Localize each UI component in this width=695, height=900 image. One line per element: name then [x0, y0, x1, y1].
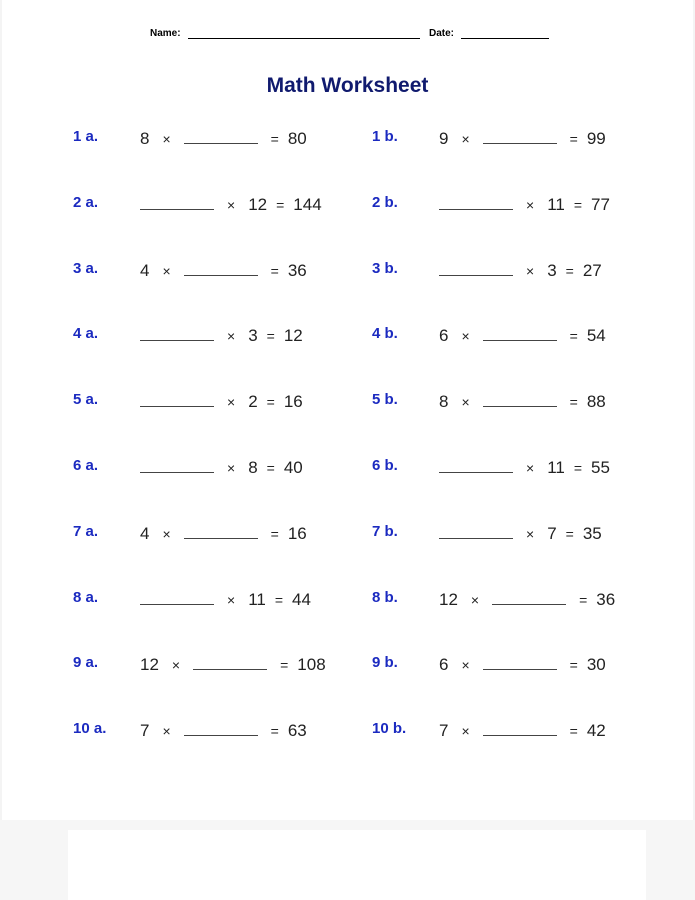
product: 35 [582, 524, 602, 543]
times-sign: × [162, 263, 171, 279]
equals-sign: = [270, 131, 279, 147]
times-sign: × [461, 723, 470, 739]
answer-blank[interactable] [140, 590, 214, 605]
known-factor: 8 [140, 129, 150, 148]
known-factor: 3 [547, 261, 557, 280]
product: 16 [283, 392, 303, 411]
known-factor: 8 [439, 392, 449, 411]
answer-blank[interactable] [140, 195, 214, 210]
worksheet-title: Math Worksheet [266, 74, 429, 97]
times-sign: × [227, 394, 236, 410]
equation [439, 261, 602, 281]
problem-number: 10 b. [372, 720, 407, 737]
equation [439, 392, 606, 412]
problem-number: 6 a. [73, 457, 99, 474]
times-sign: × [461, 131, 470, 147]
known-factor: 7 [140, 721, 150, 740]
equals-sign: = [569, 723, 578, 739]
equals-sign: = [270, 723, 279, 739]
equation [140, 392, 303, 412]
problem-number: 4 b. [372, 325, 398, 342]
equals-sign: = [565, 263, 574, 279]
product: 40 [283, 458, 303, 477]
answer-blank[interactable] [140, 326, 214, 341]
answer-blank[interactable] [439, 524, 513, 539]
problem-number: 8 a. [73, 589, 99, 606]
product: 30 [586, 655, 606, 674]
equation [439, 129, 606, 149]
problem-number: 7 b. [372, 523, 398, 540]
product: 99 [586, 129, 606, 148]
equation [140, 524, 307, 544]
known-factor: 11 [248, 590, 266, 609]
times-sign: × [526, 197, 535, 213]
equation [140, 655, 326, 675]
equation [439, 524, 602, 544]
answer-blank[interactable] [492, 590, 566, 605]
known-factor: 4 [140, 524, 150, 543]
product: 80 [287, 129, 307, 148]
product: 27 [582, 261, 602, 280]
product: 88 [586, 392, 606, 411]
known-factor: 12 [140, 655, 159, 674]
date-line [461, 38, 549, 39]
answer-blank[interactable] [483, 326, 557, 341]
times-sign: × [461, 328, 470, 344]
problem-number: 9 a. [73, 654, 99, 671]
problem-number: 5 a. [73, 391, 99, 408]
equals-sign: = [569, 328, 578, 344]
times-sign: × [470, 592, 480, 608]
next-page-edge [68, 830, 646, 900]
times-sign: × [171, 657, 181, 673]
product: 144 [293, 195, 322, 214]
product: 12 [283, 326, 303, 345]
equals-sign: = [569, 657, 578, 673]
equals-sign: = [270, 526, 279, 542]
problem-number: 4 a. [73, 325, 99, 342]
problem-number: 3 a. [73, 260, 99, 277]
problem-number: 2 b. [372, 194, 398, 211]
equation [439, 326, 606, 346]
problem-number: 1 b. [372, 128, 398, 145]
times-sign: × [162, 526, 171, 542]
equals-sign: = [573, 460, 583, 476]
equals-sign: = [280, 657, 289, 673]
answer-blank[interactable] [439, 458, 513, 473]
answer-blank[interactable] [483, 721, 557, 736]
times-sign: × [461, 394, 470, 410]
equals-sign: = [565, 526, 574, 542]
answer-blank[interactable] [439, 261, 513, 276]
problem-number: 7 a. [73, 523, 99, 540]
problem-number: 1 a. [73, 128, 99, 145]
product: 44 [292, 590, 311, 609]
known-factor: 11 [547, 458, 565, 477]
equation [439, 655, 606, 675]
known-factor: 12 [439, 590, 458, 609]
known-factor: 2 [248, 392, 258, 411]
name-line [188, 38, 420, 39]
product: 36 [287, 261, 307, 280]
answer-blank[interactable] [483, 655, 557, 670]
problem-number: 9 b. [372, 654, 398, 671]
answer-blank[interactable] [184, 261, 258, 276]
equals-sign: = [573, 197, 583, 213]
known-factor: 3 [248, 326, 258, 345]
equals-sign: = [270, 263, 279, 279]
known-factor: 7 [439, 721, 449, 740]
equals-sign: = [266, 394, 275, 410]
times-sign: × [526, 460, 535, 476]
equation [140, 129, 307, 149]
known-factor: 12 [248, 195, 268, 214]
equation [140, 458, 303, 478]
product: 77 [591, 195, 610, 214]
answer-blank[interactable] [184, 721, 258, 736]
equals-sign: = [276, 197, 285, 213]
equation [140, 195, 322, 215]
equals-sign: = [569, 131, 578, 147]
known-factor: 11 [547, 195, 565, 214]
answer-blank[interactable] [193, 655, 267, 670]
known-factor: 4 [140, 261, 150, 280]
known-factor: 7 [547, 524, 557, 543]
equals-sign: = [569, 394, 578, 410]
product: 108 [297, 655, 326, 674]
known-factor: 8 [248, 458, 258, 477]
times-sign: × [526, 263, 535, 279]
answer-blank[interactable] [483, 129, 557, 144]
times-sign: × [227, 592, 236, 608]
date-label: Date: [429, 28, 455, 39]
product: 16 [287, 524, 307, 543]
problem-number: 6 b. [372, 457, 398, 474]
known-factor: 6 [439, 326, 449, 345]
times-sign: × [526, 526, 535, 542]
known-factor: 6 [439, 655, 449, 674]
problem-number: 5 b. [372, 391, 398, 408]
times-sign: × [227, 328, 236, 344]
equation [140, 721, 307, 741]
times-sign: × [227, 460, 236, 476]
name-label: Name: [150, 28, 181, 39]
known-factor: 9 [439, 129, 449, 148]
equals-sign: = [266, 460, 275, 476]
answer-blank[interactable] [483, 392, 557, 407]
answer-blank[interactable] [184, 524, 258, 539]
equation [439, 590, 615, 610]
answer-blank[interactable] [439, 195, 513, 210]
problem-number: 2 a. [73, 194, 99, 211]
times-sign: × [227, 197, 236, 213]
product: 54 [586, 326, 606, 345]
answer-blank[interactable] [184, 129, 258, 144]
problem-number: 3 b. [372, 260, 398, 277]
product: 36 [596, 590, 616, 609]
product: 63 [287, 721, 307, 740]
equation [140, 326, 303, 346]
equals-sign: = [266, 328, 275, 344]
equals-sign: = [579, 592, 588, 608]
problem-number: 10 a. [73, 720, 107, 737]
equation [439, 195, 610, 215]
answer-blank[interactable] [140, 392, 214, 407]
answer-blank[interactable] [140, 458, 214, 473]
product: 55 [591, 458, 610, 477]
equation [439, 721, 606, 741]
product: 42 [586, 721, 606, 740]
problem-number: 8 b. [372, 589, 398, 606]
equation [140, 590, 311, 610]
times-sign: × [461, 657, 470, 673]
equation [439, 458, 610, 478]
equation [140, 261, 307, 281]
equals-sign: = [274, 592, 284, 608]
times-sign: × [162, 131, 171, 147]
times-sign: × [162, 723, 171, 739]
